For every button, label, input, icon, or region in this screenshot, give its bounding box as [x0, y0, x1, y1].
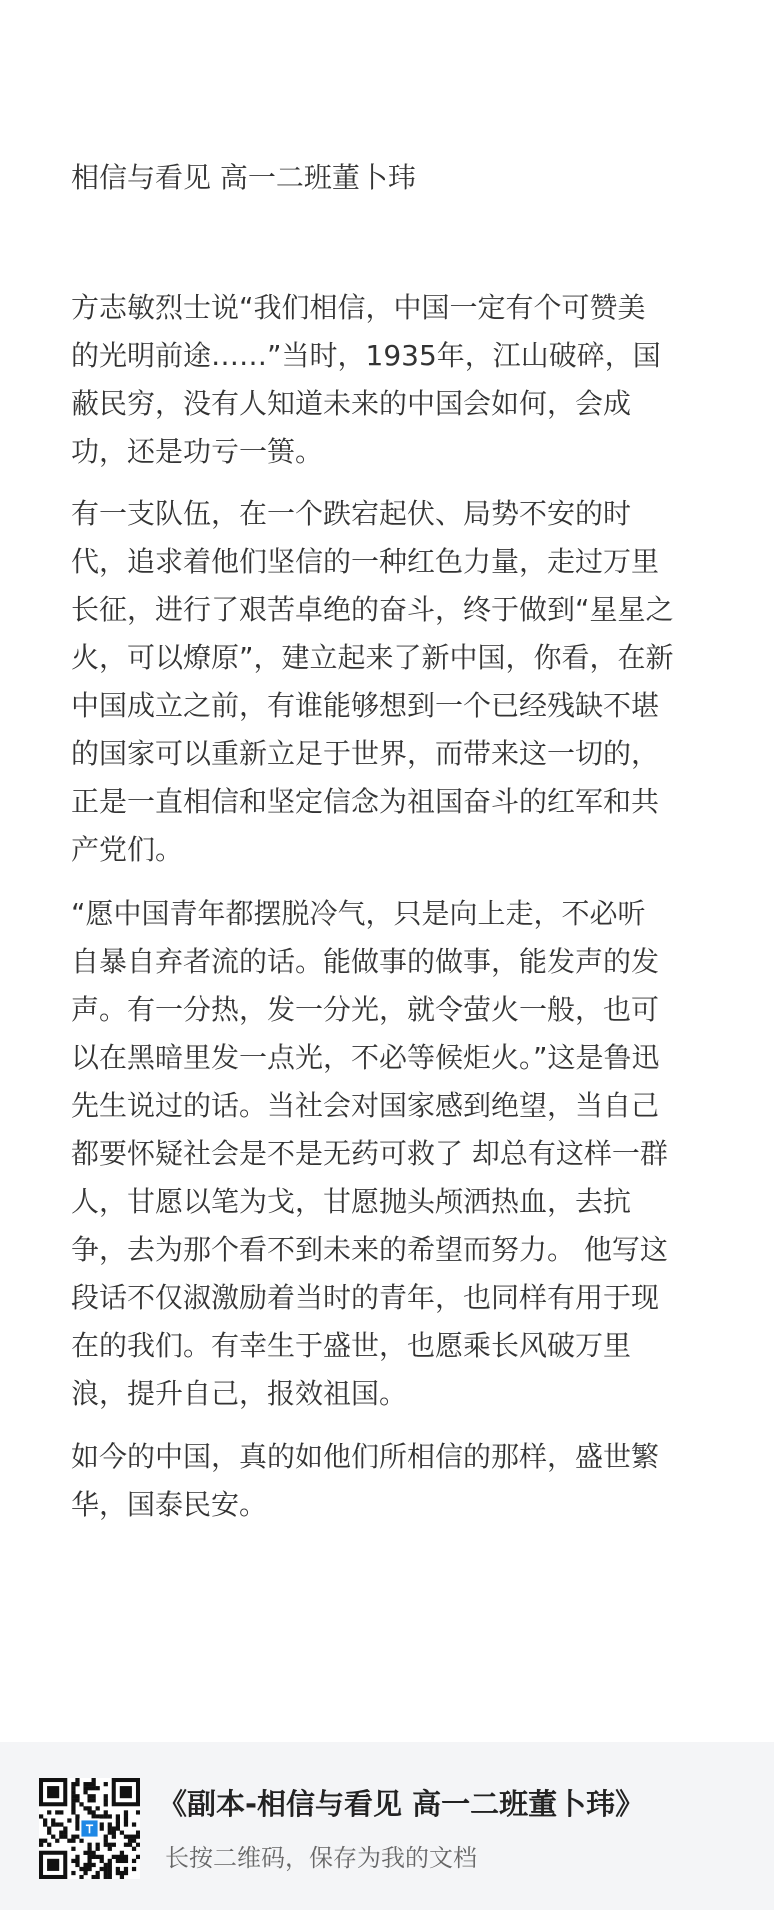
qr-module [55, 1810, 59, 1814]
qr-module [75, 1818, 79, 1822]
qr-module [116, 1818, 120, 1822]
qr-module [71, 1839, 75, 1843]
qr-module [132, 1822, 136, 1826]
qr-module [83, 1782, 87, 1786]
text-line: “愿中国青年都摆脱冷气，只是向上走，不必听 [71, 897, 646, 930]
qr-module [100, 1822, 104, 1826]
qr-module [132, 1859, 136, 1863]
qr-module [43, 1818, 47, 1822]
qr-module [132, 1839, 136, 1843]
qr-module [71, 1871, 75, 1875]
qr-logo-mark [89, 1824, 91, 1833]
qr-module [87, 1786, 91, 1790]
qr-module [87, 1810, 91, 1814]
text-line: 先生说过的话。当社会对国家感到绝望，当自己 [71, 1089, 660, 1122]
qr-module [87, 1867, 91, 1871]
qr-module [104, 1867, 108, 1871]
qr-module [92, 1778, 96, 1782]
qr-module [83, 1786, 87, 1790]
qr-module [59, 1822, 63, 1826]
qr-module [83, 1790, 87, 1794]
qr-module [75, 1814, 79, 1818]
qr-module [96, 1847, 100, 1851]
qr-module [108, 1875, 112, 1879]
qr-module [92, 1810, 96, 1814]
qr-module [104, 1798, 108, 1802]
qr-module [92, 1814, 96, 1818]
qr-module [83, 1871, 87, 1875]
qr-module [43, 1822, 47, 1826]
qr-module [75, 1782, 79, 1786]
qr-module [71, 1859, 75, 1863]
qr-module [47, 1843, 51, 1847]
qr-module [124, 1822, 128, 1826]
document-title: 相信与看见 高一二班董卜玮 [71, 161, 416, 194]
qr-module [39, 1843, 43, 1847]
save-hint: 长按二维码，保存为我的文档 [165, 1844, 477, 1872]
qr-module [96, 1786, 100, 1790]
text-line: 以在黑暗里发一点光，不必等候炬火。”这是鲁迅 [71, 1041, 660, 1074]
text-line: 长征，进行了艰苦卓绝的奋斗，终于做到“星星之 [71, 593, 674, 626]
text-line: 段话不仅淑激励着当时的青年，也同样有用于现 [71, 1281, 660, 1314]
qr-module [120, 1871, 124, 1875]
qr-module [87, 1855, 91, 1859]
qr-module [100, 1855, 104, 1859]
qr-module [112, 1826, 116, 1830]
qr-module [124, 1814, 128, 1818]
paragraph-3 [71, 890, 712, 1418]
qr-module [132, 1847, 136, 1851]
qr-module [92, 1875, 96, 1879]
qr-module [104, 1843, 108, 1847]
qr-module [124, 1835, 128, 1839]
qr-module [128, 1839, 132, 1843]
qr-module [71, 1810, 75, 1814]
text-line: 华，国泰民安。 [71, 1488, 268, 1521]
qr-module [92, 1855, 96, 1859]
qr-module [124, 1867, 128, 1871]
qr-module [120, 1875, 124, 1879]
qr-module [116, 1871, 120, 1875]
qr-module [104, 1810, 108, 1814]
qr-module [71, 1798, 75, 1802]
text-line: 声。有一分热，发一分光，就令萤火一般，也可 [71, 993, 660, 1026]
qr-module [120, 1855, 124, 1859]
qr-module [100, 1867, 104, 1871]
qr-module [63, 1835, 67, 1839]
qr-module [120, 1859, 124, 1863]
qr-code-icon[interactable] [39, 1778, 140, 1879]
qr-module [112, 1843, 116, 1847]
qr-module [87, 1806, 91, 1810]
qr-module [108, 1843, 112, 1847]
qr-module [128, 1835, 132, 1839]
qr-module [116, 1855, 120, 1859]
qr-module [100, 1859, 104, 1863]
qr-module [75, 1826, 79, 1830]
text-line: 在的我们。有幸生于盛世，也愿乘长风破万里 [71, 1329, 632, 1362]
qr-module [108, 1822, 112, 1826]
qr-module [108, 1826, 112, 1830]
qr-module [67, 1818, 71, 1822]
qr-module [108, 1847, 112, 1851]
paragraph-4 [71, 1433, 712, 1529]
qr-module [79, 1839, 83, 1843]
qr-module [63, 1826, 67, 1830]
qr-module [79, 1867, 83, 1871]
qr-module [124, 1810, 128, 1814]
qr-module [75, 1835, 79, 1839]
save-document-footer [0, 1742, 774, 1910]
qr-module [87, 1859, 91, 1863]
qr-module [51, 1835, 55, 1839]
qr-module [87, 1843, 91, 1847]
qr-module [87, 1794, 91, 1798]
qr-module [71, 1802, 75, 1806]
paragraph-2 [71, 490, 712, 874]
text-line: 的国家可以重新立足于世界，而带来这一切的， [71, 737, 660, 770]
qr-module [75, 1863, 79, 1867]
qr-module [47, 1831, 51, 1835]
qr-module [75, 1778, 79, 1782]
qr-module [59, 1831, 63, 1835]
qr-module [116, 1826, 120, 1830]
qr-module [96, 1875, 100, 1879]
qr-finder-center [47, 1859, 59, 1871]
text-line: 如今的中国，真的如他们所相信的那样，盛世繁 [71, 1440, 660, 1473]
qr-module [83, 1867, 87, 1871]
qr-module [116, 1822, 120, 1826]
qr-module [87, 1782, 91, 1786]
qr-module [104, 1875, 108, 1879]
qr-module [116, 1859, 120, 1863]
qr-module [132, 1835, 136, 1839]
qr-module [67, 1839, 71, 1843]
qr-module [71, 1806, 75, 1810]
text-line: 方志敏烈士说“我们相信，中国一定有个可赞美 [71, 291, 646, 324]
qr-module [108, 1871, 112, 1875]
qr-module [83, 1851, 87, 1855]
qr-module [132, 1867, 136, 1871]
qr-module [87, 1847, 91, 1851]
qr-module [124, 1818, 128, 1822]
qr-module [51, 1822, 55, 1826]
qr-module [136, 1831, 140, 1835]
qr-module [96, 1814, 100, 1818]
qr-module [55, 1839, 59, 1843]
qr-module [120, 1831, 124, 1835]
qr-module [59, 1835, 63, 1839]
qr-module [83, 1863, 87, 1867]
qr-module [92, 1798, 96, 1802]
qr-module [92, 1794, 96, 1798]
qr-module [43, 1839, 47, 1843]
text-line: 都要怀疑社会是不是无药可救了 却总有这样一群 [71, 1137, 668, 1170]
qr-module [47, 1810, 51, 1814]
qr-module [116, 1814, 120, 1818]
qr-module [55, 1822, 59, 1826]
text-line: 争，去为那个看不到未来的希望而努力。 他写这 [71, 1233, 668, 1266]
qr-module [108, 1867, 112, 1871]
qr-module [87, 1863, 91, 1867]
paragraph-1 [71, 284, 712, 476]
qr-module [128, 1843, 132, 1847]
qr-module [100, 1826, 104, 1830]
qr-module [83, 1806, 87, 1810]
qr-module [92, 1786, 96, 1790]
qr-module [124, 1843, 128, 1847]
qr-finder-center [47, 1786, 59, 1798]
qr-module [51, 1818, 55, 1822]
qr-module [79, 1802, 83, 1806]
qr-module [104, 1802, 108, 1806]
qr-module [71, 1782, 75, 1786]
qr-module [96, 1806, 100, 1810]
qr-module [96, 1871, 100, 1875]
text-line: 中国成立之前，有谁能够想到一个已经残缺不堪 [71, 689, 660, 722]
qr-module [71, 1790, 75, 1794]
qr-module [75, 1798, 79, 1802]
text-line: 火，可以燎原”，建立起来了新中国，你看，在新 [71, 641, 674, 674]
text-line: 正是一直相信和坚定信念为祖国奋斗的红军和共 [71, 785, 660, 818]
qr-module [39, 1839, 43, 1843]
qr-module [112, 1835, 116, 1839]
qr-module [104, 1814, 108, 1818]
qr-module [92, 1782, 96, 1786]
qr-module [112, 1855, 116, 1859]
qr-module [124, 1859, 128, 1863]
qr-module [71, 1847, 75, 1851]
qr-module [59, 1810, 63, 1814]
qr-module [47, 1826, 51, 1830]
qr-module [104, 1794, 108, 1798]
qr-module [104, 1839, 108, 1843]
qr-module [104, 1835, 108, 1839]
qr-module [108, 1831, 112, 1835]
qr-module [92, 1863, 96, 1867]
document-name: 《副本-相信与看见 高一二班董卜玮》 [158, 1787, 645, 1821]
text-line: 有一支队伍，在一个跌宕起伏、局势不安的时 [71, 497, 632, 530]
qr-module [104, 1863, 108, 1867]
qr-module [75, 1794, 79, 1798]
text-line: 自暴自弃者流的话。能做事的做事，能发声的发 [71, 945, 660, 978]
qr-module [100, 1814, 104, 1818]
qr-module [75, 1859, 79, 1863]
text-line: 的光明前途……”当时，1935年，江山破碎，国 [71, 339, 661, 372]
qr-module [96, 1843, 100, 1847]
qr-module [75, 1822, 79, 1826]
qr-module [124, 1871, 128, 1875]
qr-module [63, 1831, 67, 1835]
qr-module [124, 1855, 128, 1859]
qr-module [79, 1875, 83, 1879]
qr-module [87, 1798, 91, 1802]
qr-module [71, 1794, 75, 1798]
qr-module [136, 1835, 140, 1839]
qr-module [96, 1855, 100, 1859]
qr-module [136, 1810, 140, 1814]
qr-module [136, 1843, 140, 1847]
qr-finder-center [120, 1786, 132, 1798]
qr-module [71, 1786, 75, 1790]
text-line: 蔽民穷，没有人知道未来的中国会如何，会成 [71, 387, 632, 420]
qr-module [39, 1814, 43, 1818]
text-line: 功，还是功亏一篑。 [71, 435, 324, 468]
qr-module [120, 1851, 124, 1855]
qr-module [116, 1867, 120, 1871]
text-line: 产党们。 [71, 833, 184, 866]
text-line: 人，甘愿以笔为戈，甘愿抛头颅洒热血，去抗 [71, 1185, 632, 1218]
qr-module [104, 1782, 108, 1786]
text-line: 浪，提升自己，报效祖国。 [71, 1377, 408, 1410]
qr-module [92, 1851, 96, 1855]
qr-module [104, 1871, 108, 1875]
qr-module [108, 1814, 112, 1818]
text-line: 代，追求着他们坚信的一种红色力量，走过万里 [71, 545, 660, 578]
qr-module [75, 1855, 79, 1859]
qr-module [136, 1855, 140, 1859]
qr-module [108, 1859, 112, 1863]
qr-module [108, 1863, 112, 1867]
qr-module [87, 1851, 91, 1855]
qr-module [71, 1835, 75, 1839]
qr-module [112, 1831, 116, 1835]
